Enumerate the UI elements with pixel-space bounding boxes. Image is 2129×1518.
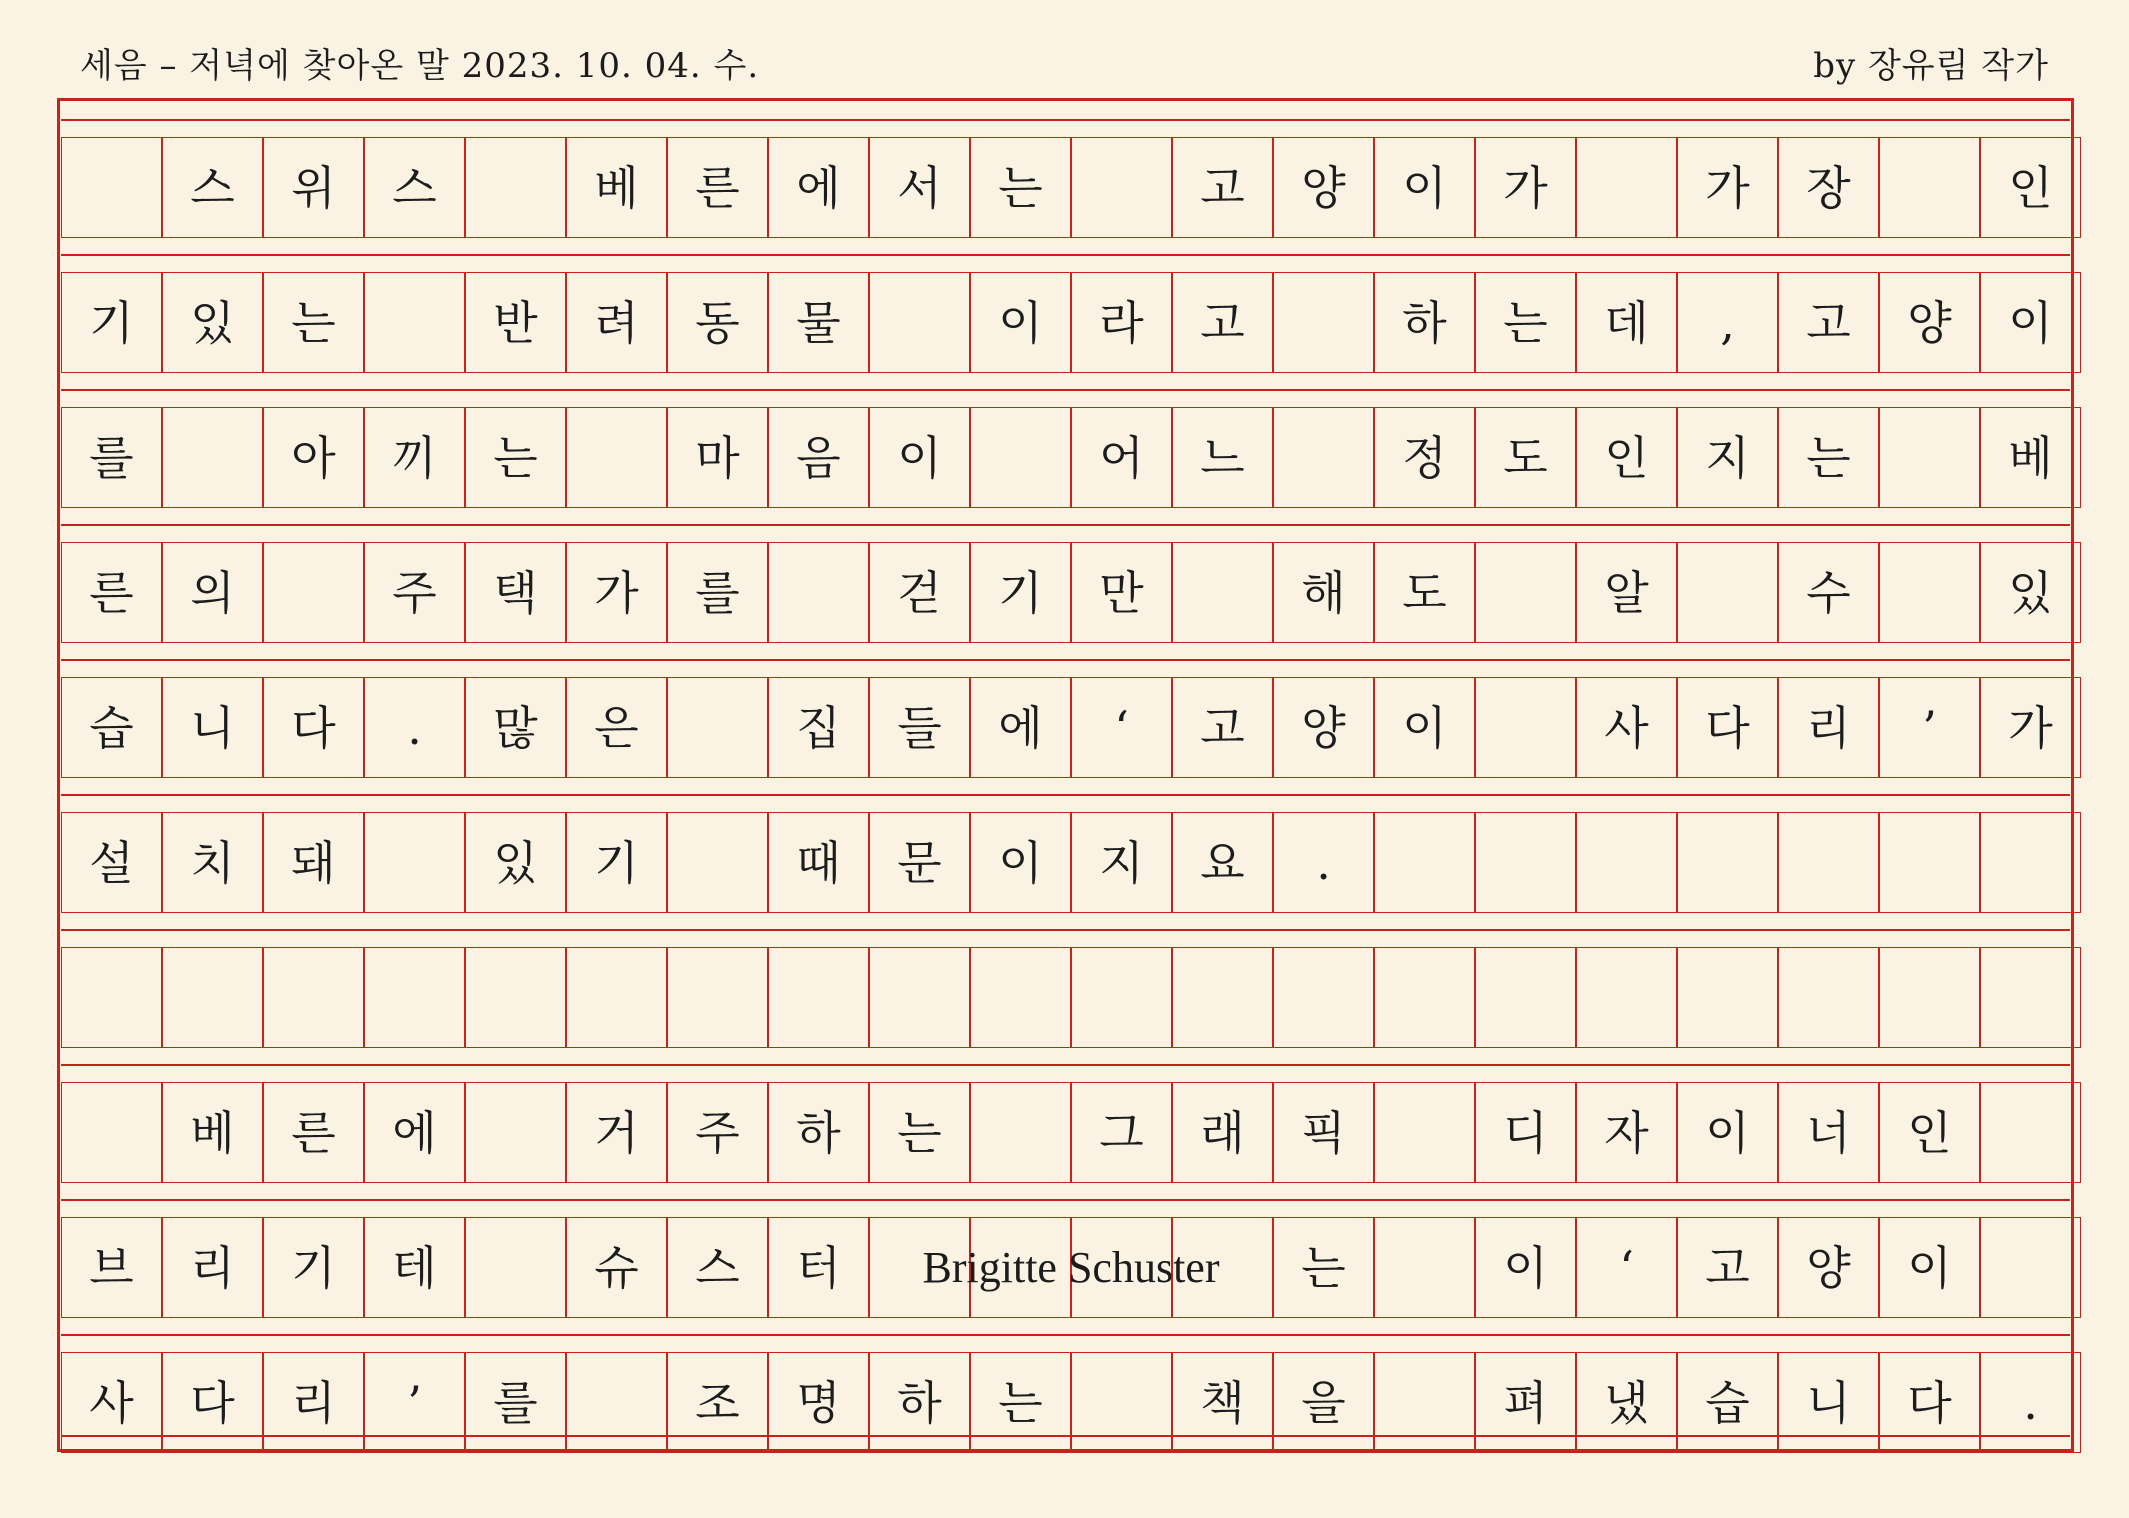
grid-cell: 은 bbox=[566, 677, 667, 778]
grid-cell: 슈 bbox=[566, 1217, 667, 1318]
grid-cell bbox=[364, 812, 465, 913]
grid-cell: 하 bbox=[869, 1352, 970, 1453]
grid-cell bbox=[1273, 947, 1374, 1048]
grid-cell: 장 bbox=[1778, 137, 1879, 238]
grid-cell: 걷 bbox=[869, 542, 970, 643]
grid-cell bbox=[1172, 542, 1273, 643]
spacer-line bbox=[61, 1334, 2070, 1336]
grid-cell: . bbox=[1980, 1352, 2081, 1453]
grid-cell: 기 bbox=[970, 542, 1071, 643]
grid-cell: 하 bbox=[1374, 272, 1475, 373]
grid-cell bbox=[1879, 137, 1980, 238]
grid-cell: 냈 bbox=[1576, 1352, 1677, 1453]
grid-cell: 다 bbox=[263, 677, 364, 778]
grid-cell bbox=[667, 812, 768, 913]
grid-cell: 고 bbox=[1172, 677, 1273, 778]
spacer-line bbox=[61, 389, 2070, 391]
grid-cell: 기 bbox=[61, 272, 162, 373]
grid-cell: 베 bbox=[162, 1082, 263, 1183]
grid-cell bbox=[1374, 1352, 1475, 1453]
spacer-line bbox=[61, 929, 2070, 931]
grid-cell: 른 bbox=[263, 1082, 364, 1183]
grid-cell: 명 bbox=[768, 1352, 869, 1453]
grid-cell: , bbox=[1677, 272, 1778, 373]
grid-cell bbox=[1879, 542, 1980, 643]
grid-cell: . bbox=[1273, 812, 1374, 913]
grid-cell: 리 bbox=[1778, 677, 1879, 778]
grid-cell: 베 bbox=[1980, 407, 2081, 508]
grid-cell: 래 bbox=[1172, 1082, 1273, 1183]
grid-cell: 집 bbox=[768, 677, 869, 778]
grid-cell: 습 bbox=[61, 677, 162, 778]
grid-cell: 에 bbox=[970, 677, 1071, 778]
grid-cell: 양 bbox=[1879, 272, 1980, 373]
grid-cell: 니 bbox=[162, 677, 263, 778]
grid-cell bbox=[465, 1082, 566, 1183]
grid-cell: 고 bbox=[1778, 272, 1879, 373]
grid-cell bbox=[1879, 812, 1980, 913]
spacer-line bbox=[61, 1199, 2070, 1201]
grid-cell: ‘ bbox=[1071, 677, 1172, 778]
grid-cell: 동 bbox=[667, 272, 768, 373]
grid-cell bbox=[768, 947, 869, 1048]
grid-row bbox=[61, 812, 2070, 913]
grid-cell: 때 bbox=[768, 812, 869, 913]
grid-cell: 픽 bbox=[1273, 1082, 1374, 1183]
grid-cell: 사 bbox=[1576, 677, 1677, 778]
grid-cell: 가 bbox=[1980, 677, 2081, 778]
spacer-line bbox=[61, 659, 2070, 661]
grid-cell: 려 bbox=[566, 272, 667, 373]
grid-cell: 인 bbox=[1576, 407, 1677, 508]
grid-cell bbox=[667, 947, 768, 1048]
grid-cell bbox=[869, 272, 970, 373]
grid-cell bbox=[1980, 947, 2081, 1048]
grid-cell: 그 bbox=[1071, 1082, 1172, 1183]
grid-cell bbox=[1374, 1217, 1475, 1318]
grid-cell bbox=[1071, 947, 1172, 1048]
grid-cell: 만 bbox=[1071, 542, 1172, 643]
grid-cell bbox=[1374, 1082, 1475, 1183]
grid-cell: 도 bbox=[1374, 542, 1475, 643]
grid-cell: 스 bbox=[364, 137, 465, 238]
grid-cell: ’ bbox=[1879, 677, 1980, 778]
grid-cell: 요 bbox=[1172, 812, 1273, 913]
grid-cell bbox=[1071, 1352, 1172, 1453]
grid-cell: 이 bbox=[1879, 1217, 1980, 1318]
grid-cell: 니 bbox=[1778, 1352, 1879, 1453]
grid-cell: 는 bbox=[465, 407, 566, 508]
grid-cell: 를 bbox=[667, 542, 768, 643]
grid-cell bbox=[1980, 1082, 2081, 1183]
grid-cell: 를 bbox=[465, 1352, 566, 1453]
grid-cell: 가 bbox=[1677, 137, 1778, 238]
grid-cell: 는 bbox=[869, 1082, 970, 1183]
grid-cell: 리 bbox=[263, 1352, 364, 1453]
grid-cell bbox=[566, 947, 667, 1048]
grid-cell: 이 bbox=[1374, 677, 1475, 778]
grid-cell: 음 bbox=[768, 407, 869, 508]
grid-cell: 고 bbox=[1172, 137, 1273, 238]
latin-name-overlay: Brigitte Schuster bbox=[922, 1243, 1220, 1292]
grid-cell: 지 bbox=[1071, 812, 1172, 913]
grid-cell bbox=[869, 947, 970, 1048]
grid-cell bbox=[970, 1082, 1071, 1183]
grid-cell: 스 bbox=[162, 137, 263, 238]
grid-cell: 물 bbox=[768, 272, 869, 373]
grid-cell: 사 bbox=[61, 1352, 162, 1453]
grid-cell bbox=[1475, 947, 1576, 1048]
grid-cell: 어 bbox=[1071, 407, 1172, 508]
grid-cell bbox=[1980, 1217, 2081, 1318]
grid-cell bbox=[263, 947, 364, 1048]
grid-cell: 문 bbox=[869, 812, 970, 913]
grid-cell bbox=[263, 542, 364, 643]
grid-cell: 고 bbox=[1677, 1217, 1778, 1318]
grid-cell: 는 bbox=[970, 137, 1071, 238]
grid-cell bbox=[1071, 137, 1172, 238]
grid-cell: 마 bbox=[667, 407, 768, 508]
grid-cell bbox=[566, 1352, 667, 1453]
spacer-line bbox=[61, 254, 2070, 256]
grid-cell: 다 bbox=[1879, 1352, 1980, 1453]
grid-cell: 데 bbox=[1576, 272, 1677, 373]
grid-cell: ‘ bbox=[1576, 1217, 1677, 1318]
grid-cell: 이 bbox=[970, 812, 1071, 913]
grid-cell: 설 bbox=[61, 812, 162, 913]
grid-cell: 정 bbox=[1374, 407, 1475, 508]
grid-cell bbox=[1576, 947, 1677, 1048]
grid-cell: 이 bbox=[1374, 137, 1475, 238]
grid-row bbox=[61, 137, 2070, 238]
grid-cell: 습 bbox=[1677, 1352, 1778, 1453]
grid-cell bbox=[1475, 542, 1576, 643]
grid-cell bbox=[1879, 407, 1980, 508]
grid-cell: 의 bbox=[162, 542, 263, 643]
grid-cell: 수 bbox=[1778, 542, 1879, 643]
grid-cell bbox=[970, 947, 1071, 1048]
grid-cell bbox=[61, 1082, 162, 1183]
grid-cell: 이 bbox=[869, 407, 970, 508]
grid-cell bbox=[768, 542, 869, 643]
grid-cell bbox=[162, 947, 263, 1048]
spacer-line bbox=[61, 1064, 2070, 1066]
manuscript-grid bbox=[61, 119, 2070, 1437]
grid-cell: 양 bbox=[1778, 1217, 1879, 1318]
grid-cell bbox=[1475, 677, 1576, 778]
grid-cell bbox=[1576, 812, 1677, 913]
grid-cell bbox=[1172, 947, 1273, 1048]
grid-cell bbox=[465, 137, 566, 238]
grid-cell: 거 bbox=[566, 1082, 667, 1183]
grid-cell bbox=[1374, 812, 1475, 913]
grid-cell: 인 bbox=[1879, 1082, 1980, 1183]
header-author: by 장유림 작가 bbox=[1813, 46, 2049, 86]
grid-cell: 테 bbox=[364, 1217, 465, 1318]
grid-cell: 른 bbox=[667, 137, 768, 238]
grid-cell bbox=[1374, 947, 1475, 1048]
grid-cell: 는 bbox=[970, 1352, 1071, 1453]
grid-cell bbox=[61, 137, 162, 238]
grid-cell: 이 bbox=[1677, 1082, 1778, 1183]
grid-cell: 도 bbox=[1475, 407, 1576, 508]
grid-cell bbox=[1475, 812, 1576, 913]
grid-cell bbox=[1778, 812, 1879, 913]
grid-row bbox=[61, 542, 2070, 643]
grid-cell: 주 bbox=[364, 542, 465, 643]
grid-cell: 있 bbox=[1980, 542, 2081, 643]
spacer-line bbox=[61, 524, 2070, 526]
grid-cell bbox=[566, 407, 667, 508]
grid-cell: 는 bbox=[263, 272, 364, 373]
grid-cell: 자 bbox=[1576, 1082, 1677, 1183]
grid-cell: 끼 bbox=[364, 407, 465, 508]
grid-cell bbox=[1273, 407, 1374, 508]
grid-row bbox=[61, 272, 2070, 373]
grid-cell: 기 bbox=[263, 1217, 364, 1318]
grid-cell: 을 bbox=[1273, 1352, 1374, 1453]
grid-cell: 이 bbox=[1475, 1217, 1576, 1318]
grid-cell: 리 bbox=[162, 1217, 263, 1318]
grid-cell bbox=[1677, 542, 1778, 643]
grid-cell: 지 bbox=[1677, 407, 1778, 508]
grid-cell: 치 bbox=[162, 812, 263, 913]
grid-cell bbox=[364, 947, 465, 1048]
grid-cell bbox=[465, 947, 566, 1048]
grid-cell: 있 bbox=[465, 812, 566, 913]
grid-cell: 를 bbox=[61, 407, 162, 508]
grid-cell bbox=[61, 947, 162, 1048]
grid-cell: 라 bbox=[1071, 272, 1172, 373]
grid-cell: 고 bbox=[1172, 272, 1273, 373]
grid-cell: 는 bbox=[1475, 272, 1576, 373]
grid-cell: 책 bbox=[1172, 1352, 1273, 1453]
header-title: 세음 – 저녁에 찾아온 말 2023. 10. 04. 수. bbox=[80, 46, 760, 86]
grid-cell bbox=[1879, 947, 1980, 1048]
grid-cell: 들 bbox=[869, 677, 970, 778]
grid-cell bbox=[1273, 272, 1374, 373]
grid-cell: 스 bbox=[667, 1217, 768, 1318]
grid-cell: 펴 bbox=[1475, 1352, 1576, 1453]
grid-cell: 른 bbox=[61, 542, 162, 643]
grid-cell: 조 bbox=[667, 1352, 768, 1453]
grid-cell: 다 bbox=[1677, 677, 1778, 778]
grid-cell: . bbox=[364, 677, 465, 778]
grid-cell: 양 bbox=[1273, 137, 1374, 238]
grid-cell: 이 bbox=[970, 272, 1071, 373]
grid-cell: 터 bbox=[768, 1217, 869, 1318]
grid-cell: ’ bbox=[364, 1352, 465, 1453]
spacer-line bbox=[61, 794, 2070, 796]
grid-cell: 많 bbox=[465, 677, 566, 778]
grid-row bbox=[61, 677, 2070, 778]
grid-cell: 반 bbox=[465, 272, 566, 373]
grid-cell: 느 bbox=[1172, 407, 1273, 508]
grid-row bbox=[61, 1352, 2070, 1453]
grid-cell: 하 bbox=[768, 1082, 869, 1183]
grid-cell: 너 bbox=[1778, 1082, 1879, 1183]
grid-cell: 알 bbox=[1576, 542, 1677, 643]
grid-cell: 위 bbox=[263, 137, 364, 238]
grid-cell bbox=[364, 272, 465, 373]
grid-cell: 양 bbox=[1273, 677, 1374, 778]
grid-cell bbox=[1576, 137, 1677, 238]
manuscript-paper bbox=[57, 98, 2074, 1452]
grid-cell bbox=[970, 407, 1071, 508]
grid-cell: 있 bbox=[162, 272, 263, 373]
grid-cell bbox=[1677, 947, 1778, 1048]
grid-row bbox=[61, 947, 2070, 1048]
grid-cell: 디 bbox=[1475, 1082, 1576, 1183]
grid-cell bbox=[1980, 812, 2081, 913]
grid-cell: 브 bbox=[61, 1217, 162, 1318]
grid-row bbox=[61, 407, 2070, 508]
grid-cell bbox=[667, 677, 768, 778]
grid-cell: 가 bbox=[566, 542, 667, 643]
grid-row bbox=[61, 1082, 2070, 1183]
grid-cell: 주 bbox=[667, 1082, 768, 1183]
grid-cell: 인 bbox=[1980, 137, 2081, 238]
grid-cell: 에 bbox=[364, 1082, 465, 1183]
grid-cell: 택 bbox=[465, 542, 566, 643]
grid-cell: 다 bbox=[162, 1352, 263, 1453]
grid-cell: 서 bbox=[869, 137, 970, 238]
grid-cell: 에 bbox=[768, 137, 869, 238]
grid-cell: 베 bbox=[566, 137, 667, 238]
grid-cell bbox=[1778, 947, 1879, 1048]
grid-cell bbox=[465, 1217, 566, 1318]
grid-cell: 해 bbox=[1273, 542, 1374, 643]
grid-cell: 는 bbox=[1778, 407, 1879, 508]
grid-cell: 가 bbox=[1475, 137, 1576, 238]
grid-cell bbox=[1677, 812, 1778, 913]
grid-cell: 는 bbox=[1273, 1217, 1374, 1318]
grid-cell: 돼 bbox=[263, 812, 364, 913]
grid-cell: 아 bbox=[263, 407, 364, 508]
grid-cell: 기 bbox=[566, 812, 667, 913]
grid-cell bbox=[162, 407, 263, 508]
grid-cell: 이 bbox=[1980, 272, 2081, 373]
